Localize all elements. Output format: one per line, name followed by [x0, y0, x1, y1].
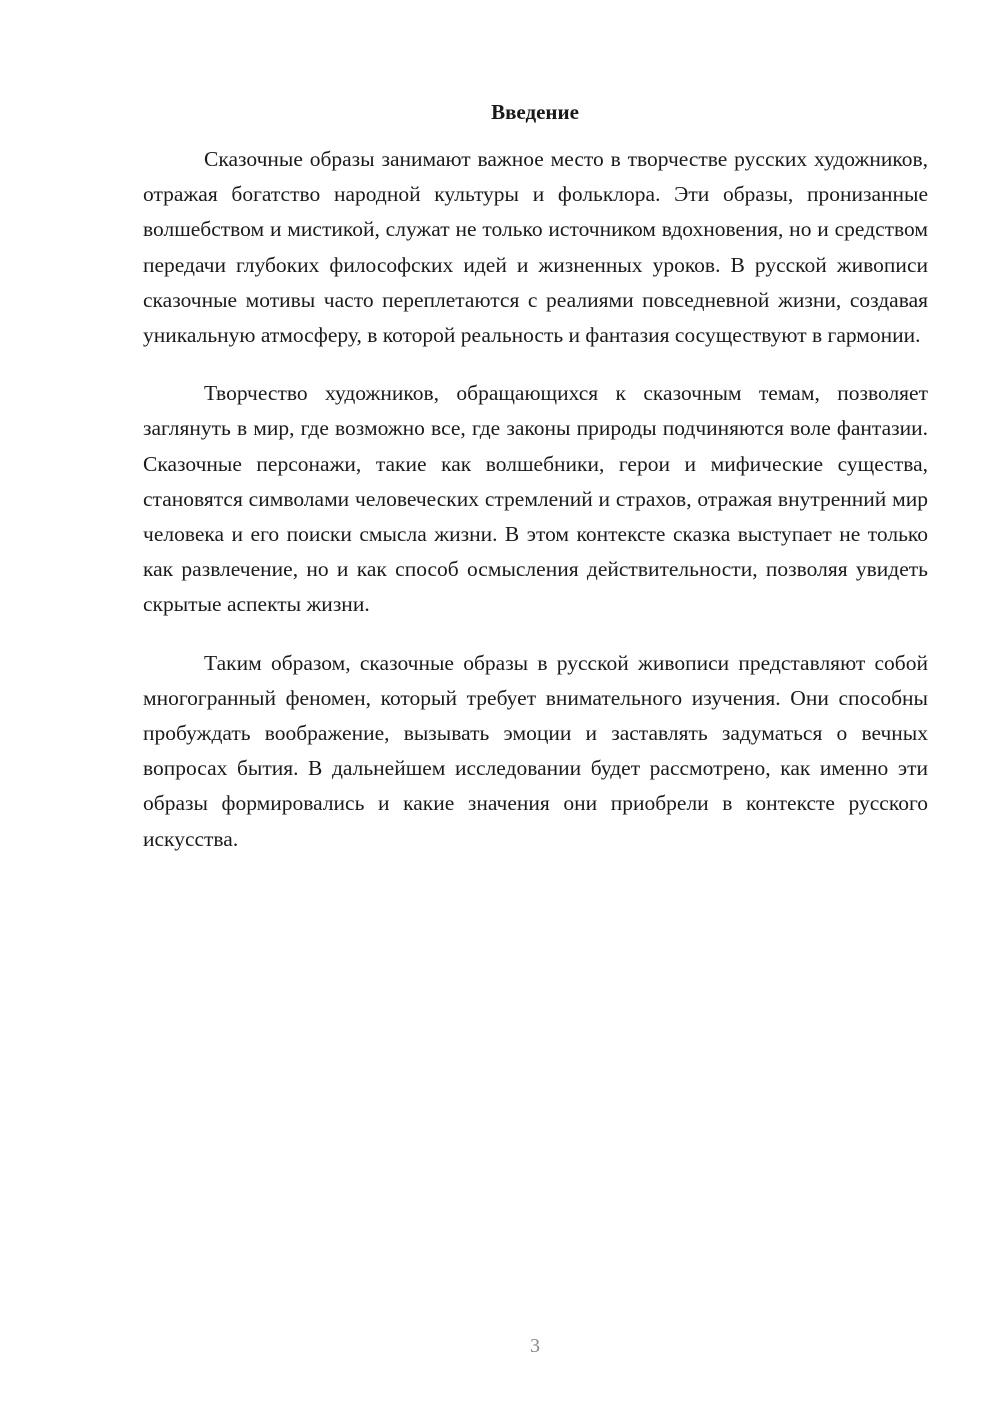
- paragraph-2: Творчество художников, обращающихся к сказочным темам, позволяет заглянуть в мир, где возможно все, где законы природы подчиняются воле фантазии. Сказочные персонажи, такие как волшебники, герои и мифические существа, становятся символами человеческих стремлений и страхов, отражая внутренний мир человека и его поиски смысла жизни. В этом контексте сказка выступает не только как развлечение, но и как способ осмысления действительности, позволяя увидеть скрытые аспекты жизни.: [143, 381, 928, 617]
- paragraph-1: Сказочные образы занимают важное место в творчестве русских художников, отражая богатство народной культуры и фольклора. Эти образы, пронизанные волшебством и мистикой, служат не только источником вдохновения, но и средством передачи глубоких философских идей и жизненных уроков. В русской живописи сказочные мотивы часто переплетаются с реалиями повседневной жизни, создавая уникальную атмосферу, в которой реальность и фантазия сосуществуют в гармонии.: [143, 147, 928, 348]
- page-number: 3: [530, 1335, 540, 1357]
- section-heading: Введение: [491, 100, 579, 124]
- body-text: [143, 142, 928, 880]
- paragraph-3: Таким образом, сказочные образы в русской живописи представляют собой многогранный феномен, который требует внимательного изучения. Они способны пробуждать воображение, вызывать эмоции и заставлять задуматься о вечных вопросах бытия. В дальнейшем исследовании будет рассмотрено, как именно эти образы формировались и какие значения они приобрели в контексте русского искусства.: [143, 650, 928, 851]
